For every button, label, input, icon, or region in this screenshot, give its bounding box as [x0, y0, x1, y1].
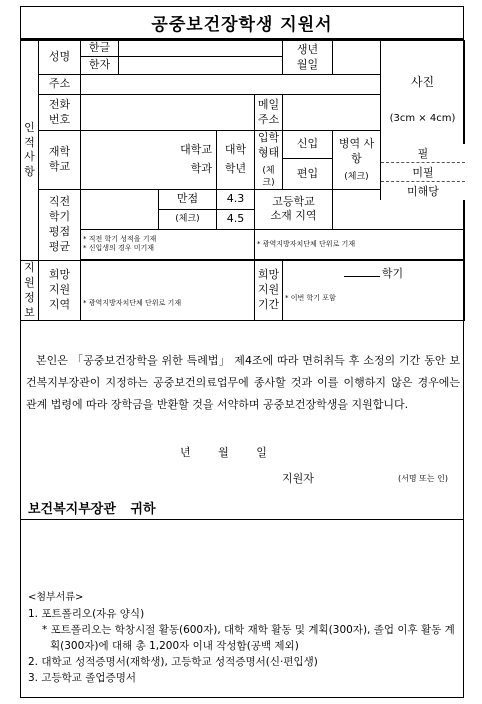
addressee: 보건복지부장관 귀하	[28, 502, 156, 517]
applicant-label: 지원자	[282, 472, 314, 485]
address-label: 주소	[39, 75, 81, 95]
transfer-option[interactable]: 편입	[283, 159, 333, 190]
school-input[interactable]	[81, 131, 217, 190]
hope-region-input[interactable]	[81, 260, 255, 320]
univ-label: 대학교	[180, 143, 212, 157]
photo-size: (3cm × 4cm)	[389, 112, 456, 124]
email-input[interactable]	[283, 95, 381, 131]
hangul-label: 한글	[81, 41, 119, 57]
college-grade[interactable]	[217, 131, 255, 190]
check-label: (체크)	[159, 209, 217, 229]
name-hanja-input[interactable]	[119, 57, 283, 75]
military-option-2[interactable]: 미해당	[381, 181, 465, 200]
grade-label: 학년	[224, 161, 247, 175]
school-label: 재학 학교	[39, 131, 81, 190]
military-option-0[interactable]: 필	[417, 147, 429, 160]
phone-label: 전화 번호	[39, 95, 81, 131]
form-title: 공중보건장학생 지원서	[20, 6, 464, 40]
gpa-input[interactable]	[81, 189, 159, 229]
attachment-note: * 포트폴리오는 학창시절 활동(600자), 대학 재학 활동 및 계획(300자), 졸업 이후 활동 계획(300자)에 대해 총 1,200자 이내 작성함(공백 제외)	[42, 624, 455, 652]
attachment-item: 1. 포트폴리오(자유 양식)	[28, 608, 145, 620]
email-label: 메일 주소	[255, 95, 283, 131]
personal-section-label: 인 적 사 항	[21, 41, 39, 261]
military-option-1[interactable]: 미필	[381, 162, 465, 181]
military-label: 병역 사항 (체크)	[333, 131, 381, 190]
attachment-item: 2. 대학교 성적증명서(재학생), 고등학교 성적증명서(신·편입생)	[28, 656, 318, 668]
gpa-note: * 직전 학기 성적을 기재 * 신입생의 경우 미기재	[81, 229, 255, 259]
date-line: 년 월 일	[180, 446, 267, 459]
hs-region-label: 고등학교 소재 지역	[255, 189, 333, 229]
attachments-header: <첨부서류>	[28, 592, 84, 603]
phone-input[interactable]	[81, 95, 255, 131]
signature-note: (서명 또는 인)	[398, 474, 448, 483]
pledge-text: 본인은 「공중보건장학을 위한 특례법」 제4조에 따라 면허취득 후 소정의 기간 동안 보건복지부장관이 지정하는 공중보건의료업무에 종사할 것과 이를 이행하지 않은 경우에는 관계 법령에 따라 장학금을 반환할 것을 서약하며 공중보건장학생을 지원합니다.	[26, 354, 460, 411]
photo-box[interactable]	[381, 41, 465, 159]
admission-type-label: 입학 형태 (체크)	[255, 131, 283, 190]
hanja-label: 한자	[81, 57, 119, 75]
section-divider	[20, 519, 464, 520]
name-label: 성명	[39, 41, 81, 75]
hope-region-label: 희망 지원 지역	[39, 260, 81, 320]
birth-input[interactable]	[333, 41, 381, 75]
name-hangul-input[interactable]	[119, 41, 283, 57]
college-label: 대학	[224, 143, 247, 157]
address-input[interactable]	[81, 75, 381, 95]
hope-period-input[interactable]	[283, 260, 465, 320]
new-entry-option[interactable]: 신입	[283, 131, 333, 159]
attachment-item: 3. 고등학교 졸업증명서	[28, 672, 136, 684]
full-score-45[interactable]: 4.5	[217, 209, 255, 229]
military-option-list	[380, 144, 465, 200]
pledge-block	[20, 344, 464, 494]
dept-label: 학과	[190, 161, 212, 175]
attachments	[28, 590, 458, 686]
apply-section-label: 지 원 정 보	[21, 260, 39, 320]
prev-gpa-label: 직전 학기 평점 평균	[39, 189, 81, 260]
period-note: * 이번 학기 포함	[285, 293, 336, 302]
hope-region-note: * 광역지방자치단체 단위로 기재	[83, 298, 182, 307]
region-note: * 광역지방자치단체 단위로 기재	[255, 229, 465, 259]
full-score-43[interactable]: 4.3	[217, 189, 255, 209]
birth-label: 생년 월일	[283, 41, 333, 75]
semester-suffix: 학기	[381, 266, 404, 280]
hope-period-label: 희망 지원 기간	[255, 260, 283, 320]
full-score-label: 만점	[159, 189, 217, 209]
photo-label: 사진	[410, 74, 435, 89]
